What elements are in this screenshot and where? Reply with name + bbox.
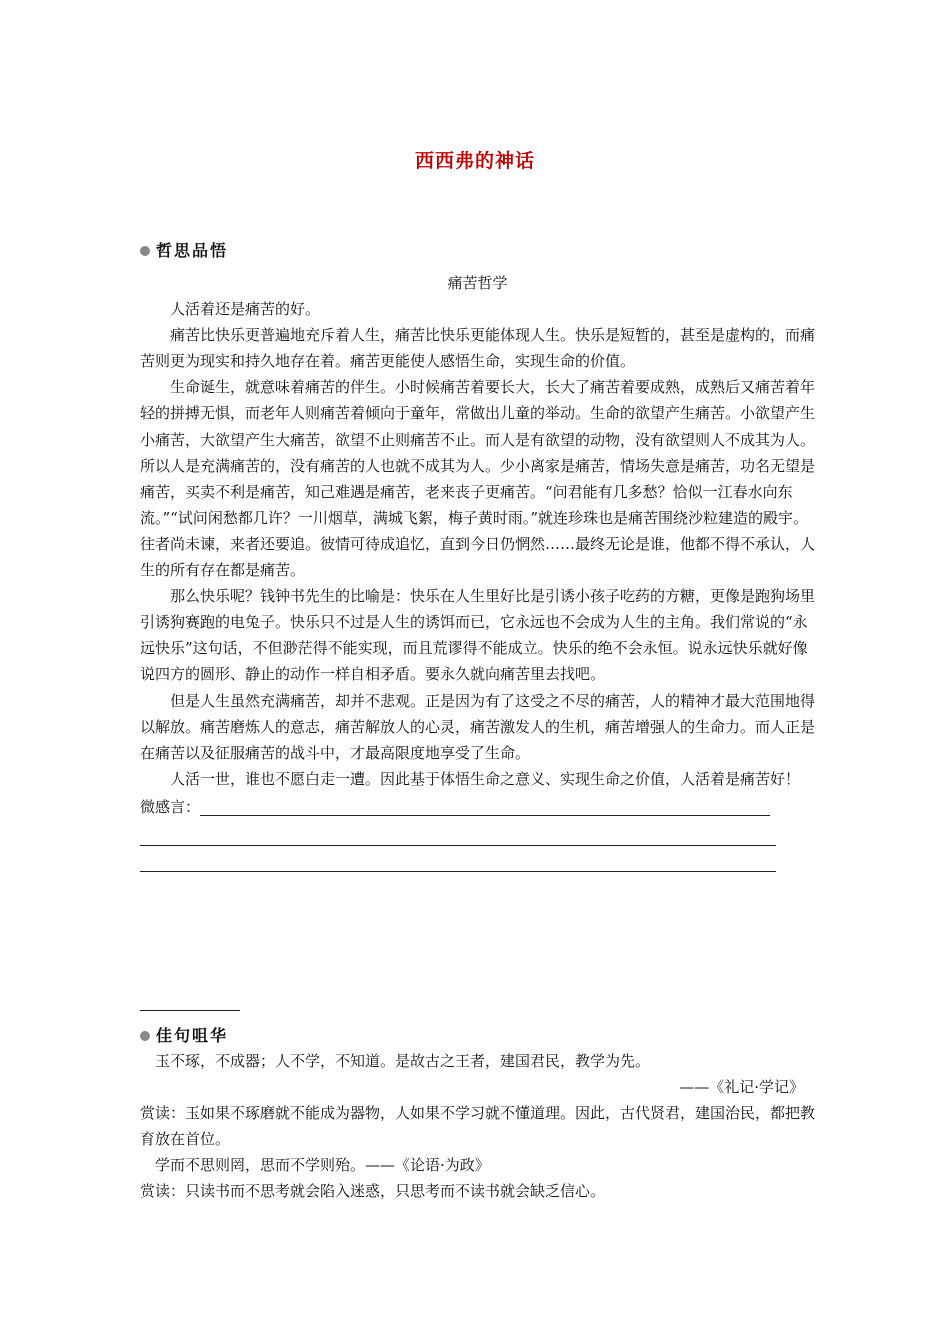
reflection-blank-line[interactable] — [200, 797, 770, 816]
essay-paragraph: 人活一世，谁也不愿白走一遭。因此基于体悟生命之意义、实现生命之价值，人活着是痛苦好！ — [170, 769, 801, 788]
quotes-block — [140, 1048, 820, 1204]
reflection-row — [140, 794, 815, 820]
essay-paragraph: 那么快乐呢？钱钟书先生的比喻是：快乐在人生里好比是引诱小孩子吃药的方糖，更像是跑狗场里引诱狗赛跑的电兔子。快乐只不过是人生的诱饵而已，它永远也不会成为人生的主角。我们常说的“永远快乐”这句话，不但渺茫得不能实现，而且荒谬得不能成立。快乐的绝不会永恒。说永远快乐就好像说四方的圆形、静止的动作一样自相矛盾。要永久就向痛苦里去找吧。 — [140, 587, 816, 684]
quote-text: 玉不琢，不成器；人不学，不知道。是故古之王者，建国君民，教学为先。 — [155, 1052, 651, 1070]
bullet-icon — [140, 1031, 150, 1041]
essay-title: 痛苦哲学 — [447, 274, 508, 292]
section-heading-label: 哲思品悟 — [156, 241, 229, 260]
quote-text: 学而不思则罔，思而不学则殆。——《论语·为政》 — [155, 1156, 490, 1174]
essay-paragraph: 人活着还是痛苦的好。 — [170, 300, 321, 319]
reflection-blank-line[interactable] — [140, 820, 776, 846]
reflection-blank-line[interactable] — [140, 1010, 240, 1011]
appreciation-text: 赏读：只读书而不思考就会陷入迷惑，只思考而不读书就会缺乏信心。 — [140, 1182, 606, 1200]
section-heading-label: 佳句咀华 — [156, 1026, 229, 1045]
reflection-blank-line[interactable] — [140, 846, 776, 872]
page-title: 西西弗的神话 — [414, 150, 535, 172]
bullet-icon — [140, 246, 150, 256]
quote-source: ——《礼记·学记》 — [679, 1078, 804, 1096]
reflection-label: 微感言： — [140, 797, 201, 816]
essay-paragraph: 但是人生虽然充满痛苦，却并不悲观。正是因为有了这受之不尽的痛苦，人的精神才最大范围地得以解放。痛苦磨炼人的意志，痛苦解放人的心灵，痛苦激发人的生机，痛苦增强人的生命力。而人正是在痛苦以及征服痛苦的战斗中，才最高限度地享受了生命。 — [140, 691, 816, 762]
essay-paragraph: 痛苦比快乐更普遍地充斥着人生，痛苦比快乐更能体现人生。快乐是短暂的，甚至是虚构的，而痛苦则更为现实和持久地存在着。痛苦更能使人感悟生命，实现生命的价值。 — [140, 326, 816, 371]
section-heading-philosophy — [140, 238, 228, 261]
appreciation-text: 赏读：玉如果不琢磨就不能成为器物，人如果不学习就不懂道理。因此，古代贤君，建国治民，都把教育放在首位。 — [140, 1104, 816, 1148]
essay — [140, 270, 815, 872]
essay-paragraph: 生命诞生，就意味着痛苦的伴生。小时候痛苦着要长大，长大了痛苦着要成熟，成熟后又痛苦着年轻的拼搏无惧，而老年人则痛苦着倾向于童年，常做出儿童的举动。生命的欲望产生痛苦。小欲望产生小痛苦，大欲望产生大痛苦，欲望不止则痛苦不止。而人是有欲望的动物，没有欲望则人不成其为人。所以人是充满痛苦的，没有痛苦的人也就不成其为人。少小离家是痛苦，情场失意是痛苦，功名无望是痛苦，买卖不利是痛苦，知己难遇是痛苦，老来丧子更痛苦。“问君能有几多愁？恰似一江春水向东流。”“试问闲愁都几许？一川烟草，满城飞絮，梅子黄时雨。”就连珍珠也是痛苦围绕沙粒建造的殿宇。往者尚未谏，来者还要追。彼情可待成追忆，直到今日仍惘然……最终无论是谁，他都不得不承认，人生的所有存在都是痛苦。 — [140, 378, 816, 580]
section-heading-quotes — [140, 1023, 228, 1046]
